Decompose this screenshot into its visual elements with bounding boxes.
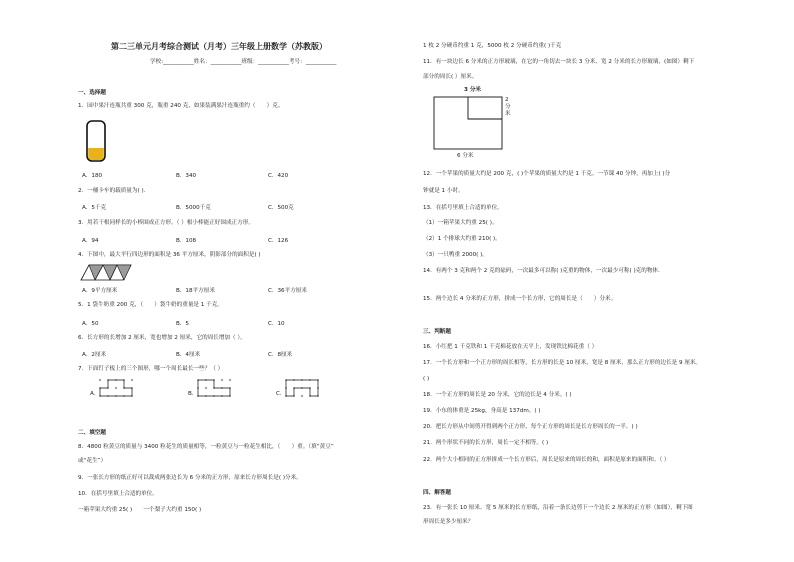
- question-8-line-1: 8．4800 粒黄豆的质量与 3400 粒花生的质量相等，一粒黄豆与一粒花生相比，（ ）重。（填“黄豆”: [78, 444, 334, 450]
- question-12-line-1: 12．一个苹果的质量大约是 200 克，( )个苹果的质量大约是 1 千克。一节课 40 分钟，再加上( )分: [423, 171, 671, 177]
- question-22: 22．两个大小相同的正方形拼成一个长方形后，周长是原来的周长的和，面积是原来的面积和。（ ）: [423, 457, 670, 463]
- question-23-line-2: 形周长是多少厘米？: [423, 519, 474, 525]
- question-10: 10．在括号里填上合适的单位。: [78, 491, 158, 497]
- q1-option-b[interactable]: B．340: [176, 173, 197, 179]
- question-14: 14．有两个 3 克和两个 2 克的砝码，一次最多可以称( )克重的物体，一次最少可称( )克的物体.: [423, 268, 660, 274]
- q4-option-a[interactable]: A．9平方厘米: [82, 288, 118, 294]
- question-23-line-1: 23．有一张长 10 厘米、宽 5 厘米的长方形纸，沿着一条长边剪下一个边长 2 厘米的正方形（如图），剩下图: [423, 505, 693, 511]
- question-6: 6．长方形的长增加 2 厘米，宽也增加 2 厘米，它的周长增加（ ）。: [78, 335, 246, 341]
- q6-option-c[interactable]: C．8厘米: [268, 352, 293, 358]
- q3-option-c[interactable]: C．126: [268, 238, 289, 244]
- question-13: 13．在括号里填上合适的单位。: [423, 205, 503, 211]
- q5-option-b[interactable]: B．5: [176, 321, 189, 327]
- figure-label-right-3: 米: [505, 111, 511, 117]
- q2-option-c[interactable]: C．500克: [268, 205, 294, 211]
- q2-option-a[interactable]: A．5千克: [82, 205, 107, 211]
- question-11-line-2: 部分的周长( ）厘米。: [423, 74, 478, 80]
- q5-option-a[interactable]: A．50: [82, 321, 99, 327]
- question-13-b: （2）1 个排球大约重 210( )。: [423, 236, 501, 242]
- section-fill-heading: 二、填空题: [78, 430, 106, 436]
- question-5: 5．1 袋牛奶重 200 克，（ ）袋牛奶的重量是 1 千克。: [78, 302, 223, 308]
- question-15: 15．两个边长 4 分米的正方形，拼成一个长方形，它的周长是（ ）分米。: [423, 296, 617, 302]
- section-answer-heading: 四、解答题: [423, 490, 451, 496]
- q1-option-a[interactable]: A．180: [82, 173, 103, 179]
- q1-option-c[interactable]: C．420: [268, 173, 289, 179]
- question-4: 4．下图中，最大平行四边形的面积是 36 平方厘米，阴影部分的面积是( ): [78, 252, 261, 258]
- pegboard-shape-b: [196, 378, 232, 402]
- page-title: 第二三单元月考综合测试（月考）三年级上册数学（苏教版）: [111, 42, 327, 51]
- question-16: 16．小红把 1 千克铁和 1 千克棉花放在天平上，发现铁比棉花重（ ）: [423, 344, 598, 350]
- question-10-continued: 1 枚 2 分硬币约重 1 克，5000 枚 2 分硬币约重( )千克: [423, 43, 562, 49]
- figure-label-bottom: 6 分米: [457, 153, 474, 159]
- question-20: 20．把长方形从中间剪开得到两个正方形，每个正方形的周长是长方形周长的一半。( ): [423, 424, 638, 430]
- question-21: 21．两个形状不同的长方形，周长一定不相等。( ): [423, 440, 549, 446]
- q4-option-c[interactable]: C．36平方厘米: [268, 288, 307, 294]
- q6-option-b[interactable]: B．4厘米: [176, 352, 201, 358]
- pegboard-shape-a: [98, 378, 134, 402]
- question-13-a: （1）一箱苹果大约重 25( )。: [423, 220, 498, 226]
- question-18: 18．一个正方形的周长是 20 分米，它的边长是 4 分米。( ): [423, 392, 572, 398]
- q7-option-b[interactable]: B．: [188, 391, 198, 397]
- question-17-line-1: 17．一个长方形和一个正方形的周长相等，长方形的长是 10 厘米，宽是 8 厘米，那么正方形的边长是 9 厘米。: [423, 360, 702, 366]
- parallelogram-triangles-figure: [81, 264, 133, 281]
- figure-label-right-1: 2: [505, 97, 509, 103]
- pegboard-shape-c: [284, 378, 320, 402]
- q2-option-b[interactable]: B．5000千克: [176, 205, 211, 211]
- q4-option-b[interactable]: B．18平方厘米: [176, 288, 215, 294]
- question-12-line-2: 钟就是 1 小时。: [423, 188, 464, 194]
- question-10-blanks: 一箱苹果大约重 25( ) 一个梨子大约重 150( ): [78, 507, 202, 513]
- question-3: 3．用若干根同样长的小棒围成正方形。（ ）根小棒能正好围成正方形。: [78, 220, 254, 226]
- q3-option-a[interactable]: A．94: [82, 238, 99, 244]
- section-judge-heading: 三、判断题: [423, 329, 451, 335]
- student-info-line: 学校:___________姓名：___________班级：___________考号：___________: [150, 59, 337, 65]
- figure-label-right-2: 分: [505, 104, 511, 110]
- question-7: 7．下面钉子板上的三个图形，哪一个周长最长一些？（ ）: [78, 366, 224, 372]
- cut-glass-figure: [433, 96, 505, 151]
- question-17-line-2: ( ): [423, 376, 430, 382]
- question-13-c: （3）一只鸭重 2000( )。: [423, 252, 488, 258]
- q7-option-c[interactable]: C．: [276, 391, 286, 397]
- question-19: 19．小东的体重是 25kg，身高是 137dm。( ): [423, 408, 541, 414]
- question-8-line-2: 或“花生”）: [78, 458, 107, 464]
- question-9: 9．一张长方形的纸正好可以裁成两张边长为 6 分米的正方形，原来长方形周长是( )分米。: [78, 475, 302, 481]
- q5-option-c[interactable]: C．10: [268, 321, 285, 327]
- question-2: 2．一桶卡车的载质量为( ).: [78, 188, 146, 194]
- question-11-line-1: 11．有一块边长 6 分米的正方形玻璃，在它的一角切去一块长 3 分米、宽 2 分米的长方形玻璃，(如图）剩下: [423, 59, 695, 65]
- q3-option-b[interactable]: B．108: [176, 238, 197, 244]
- figure-label-top: 3 分米: [464, 87, 482, 93]
- question-1: 1．园中果汁连瓶共重 300 克，瓶重 240 克，如果装满果汁连瓶重约（ ）克。: [78, 103, 284, 109]
- section-choice-heading: 一、选择题: [78, 90, 106, 96]
- q7-option-a[interactable]: A．: [90, 391, 100, 397]
- juice-bottle-figure: [86, 120, 106, 165]
- q6-option-a[interactable]: A．2厘米: [82, 352, 107, 358]
